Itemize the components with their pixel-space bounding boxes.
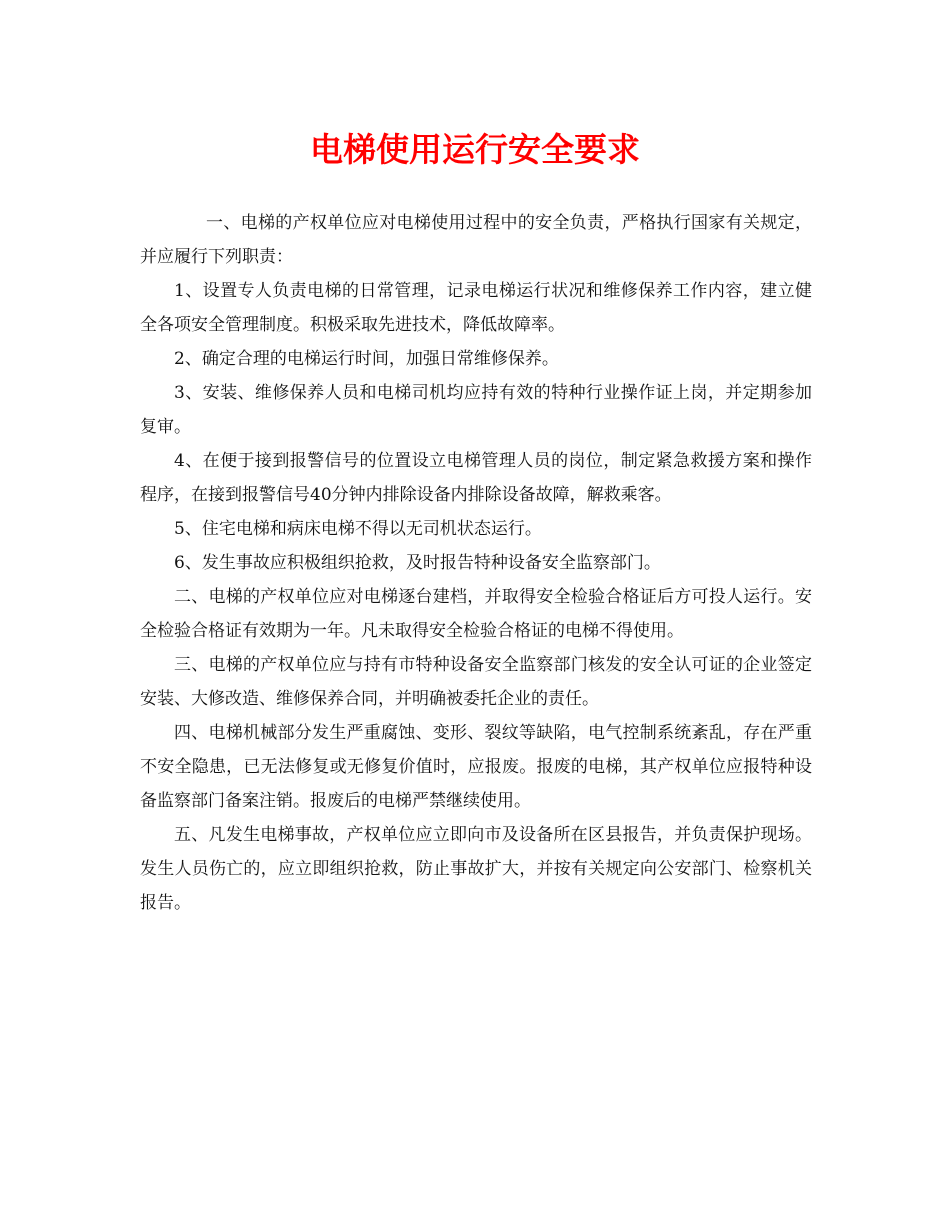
paragraph-duty-3: 3、安装、维修保养人员和电梯司机均应持有效的特种行业操作证上岗，并定期参加复审。 xyxy=(140,383,812,437)
paragraph-duty-4: 4、在便于接到报警信号的位置设立电梯管理人员的岗位，制定紧急救援方案和操作程序，在接到报警信号40分钟内排除设备内排除设备故障，解救乘客。 xyxy=(140,451,812,505)
document-body xyxy=(140,206,812,920)
paragraph-section-3: 三、电梯的产权单位应与持有市特种设备安全监察部门核发的安全认可证的企业签定安装、大修改造、维修保养合同，并明确被委托企业的责任。 xyxy=(140,655,812,709)
paragraph-duty-2: 2、确定合理的电梯运行时间，加强日常维修保养。 xyxy=(174,349,559,369)
paragraph-duty-1: 1、设置专人负责电梯的日常管理，记录电梯运行状况和维修保养工作内容，建立健全各项安全管理制度。积极采取先进技术，降低故障率。 xyxy=(140,281,812,335)
paragraph-section-4: 四、电梯机械部分发生严重腐蚀、变形、裂纹等缺陷，电气控制系统紊乱，存在严重不安全隐患，已无法修复或无修复价值时，应报废。报废的电梯，其产权单位应报特种设备监察部门备案注销。报废后的电梯严禁继续使用。 xyxy=(140,723,812,811)
paragraph-duty-5: 5、住宅电梯和病床电梯不得以无司机状态运行。 xyxy=(174,519,542,539)
paragraph-section-5: 五、凡发生电梯事故，产权单位应立即向市及设备所在区县报告，并负责保护现场。发生人员伤亡的，应立即组织抢救，防止事故扩大，并按有关规定向公安部门、检察机关报告。 xyxy=(140,825,812,913)
paragraph-section-1: 一、电梯的产权单位应对电梯使用过程中的安全负责，严格执行国家有关规定，并应履行下列职责： xyxy=(140,213,812,267)
paragraph-duty-6: 6、发生事故应积极组织抢救，及时报告特种设备安全监察部门。 xyxy=(174,553,661,573)
paragraph-section-2: 二、电梯的产权单位应对电梯逐台建档，并取得安全检验合格证后方可投人运行。安全检验合格证有效期为一年。凡未取得安全检验合格证的电梯不得使用。 xyxy=(140,587,812,641)
document-title: 电梯使用运行安全要求 xyxy=(310,130,640,169)
